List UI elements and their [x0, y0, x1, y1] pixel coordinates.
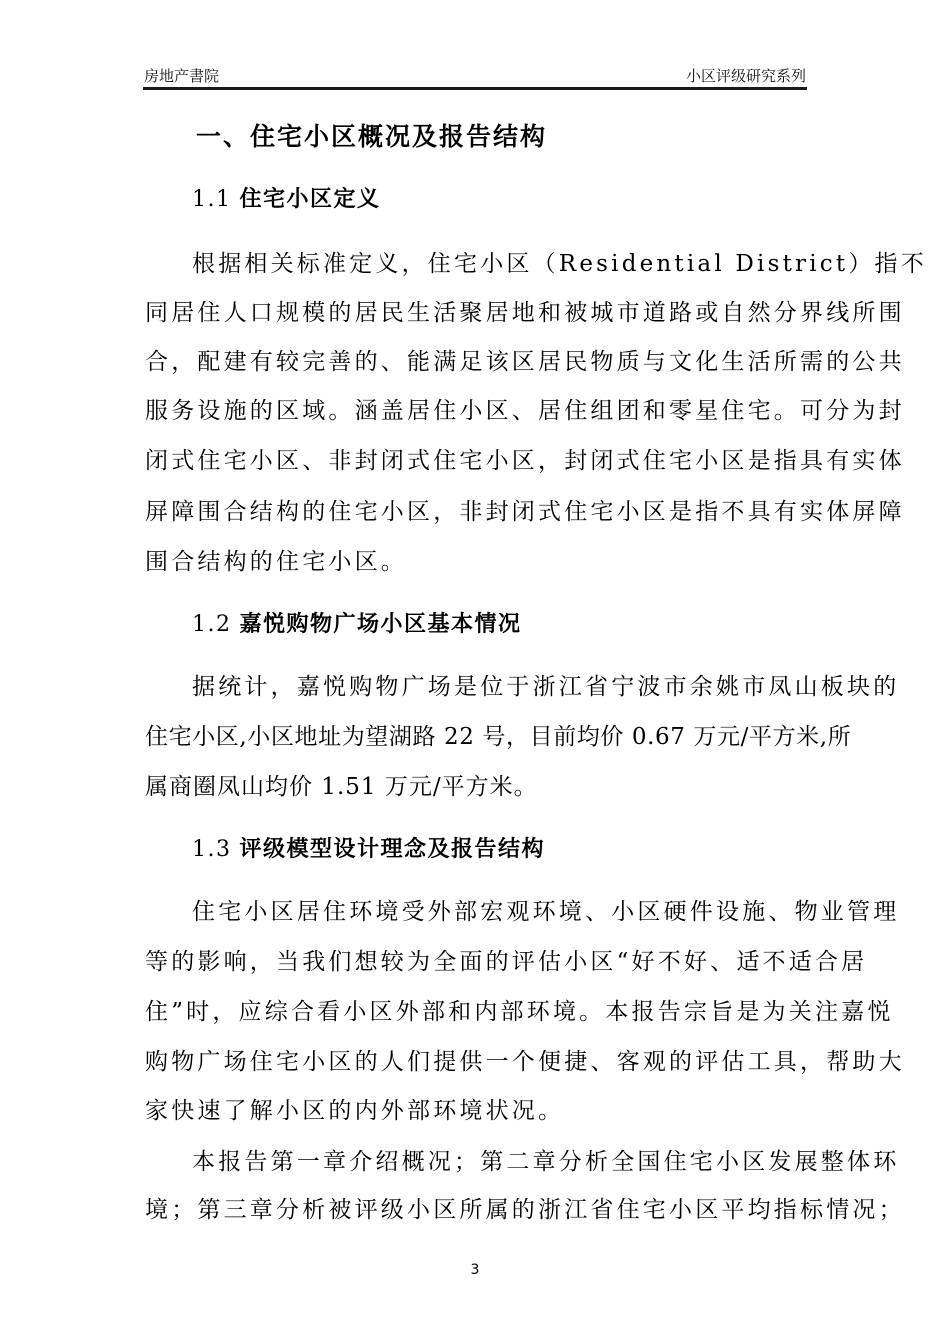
paragraph-line: 同居住人口规模的居民生活聚居地和被城市道路或自然分界线所围	[145, 300, 905, 326]
section-heading-1-1	[192, 185, 381, 215]
paragraph-line: 住宅小区,小区地址为望湖路 22 号，目前均价 0.67 万元/平方米,所	[145, 724, 852, 750]
section-title: 评级模型设计理念及报告结构	[239, 837, 546, 862]
paragraph-line: 合，配建有较完善的、能满足该区居民物质与文化生活所需的公共	[145, 349, 905, 375]
paragraph-line: 围合结构的住宅小区。	[145, 549, 407, 575]
section-number: 1.3	[192, 837, 232, 862]
section-heading-1-2	[192, 610, 522, 640]
paragraph-line: 属商圈凤山均价 1.51 万元/平方米。	[145, 774, 538, 800]
paragraph-line: 境；第三章分析被评级小区所属的浙江省住宅小区平均指标情况；	[145, 1197, 905, 1223]
page-number: 3	[470, 1262, 480, 1278]
header-series-title: 小区评级研究系列	[685, 67, 806, 85]
section-title: 住宅小区定义	[239, 187, 381, 212]
section-number: 1.2	[192, 612, 232, 637]
paragraph-line: 家快速了解小区的内外部环境状况。	[145, 1098, 565, 1124]
section-title: 嘉悦购物广场小区基本情况	[239, 612, 522, 637]
paragraph-line: 本报告第一章介绍概况；第二章分析全国住宅小区发展整体环	[192, 1149, 900, 1175]
paragraph-line: 据统计，嘉悦购物广场是位于浙江省宁波市余姚市凤山板块的	[192, 674, 900, 700]
paragraph-line: 等的影响，当我们想较为全面的评估小区“好不好、适不适合居	[145, 949, 868, 975]
paragraph-line: 闭式住宅小区、非封闭式住宅小区，封闭式住宅小区是指具有实体	[145, 448, 905, 474]
section-number: 1.1	[192, 187, 232, 212]
paragraph-line: 服务设施的区域。涵盖居住小区、居住组团和零星住宅。可分为封	[145, 398, 905, 424]
header-publisher: 房地产書院	[144, 67, 220, 85]
paragraph-line: 根据相关标准定义，住宅小区（Residential District）指不	[192, 251, 927, 277]
section-heading-1-3	[192, 835, 545, 865]
header-divider	[143, 87, 807, 90]
paragraph-line: 住”时，应综合看小区外部和内部环境。本报告宗旨是为关注嘉悦	[145, 999, 894, 1025]
paragraph-line: 屏障围合结构的住宅小区，非封闭式住宅小区是指不具有实体屏障	[145, 499, 905, 525]
chapter-title: 一、住宅小区概况及报告结构	[196, 122, 548, 151]
paragraph-line: 住宅小区居住环境受外部宏观环境、小区硬件设施、物业管理	[192, 899, 900, 925]
paragraph-line: 购物广场住宅小区的人们提供一个便捷、客观的评估工具，帮助大	[145, 1049, 905, 1075]
